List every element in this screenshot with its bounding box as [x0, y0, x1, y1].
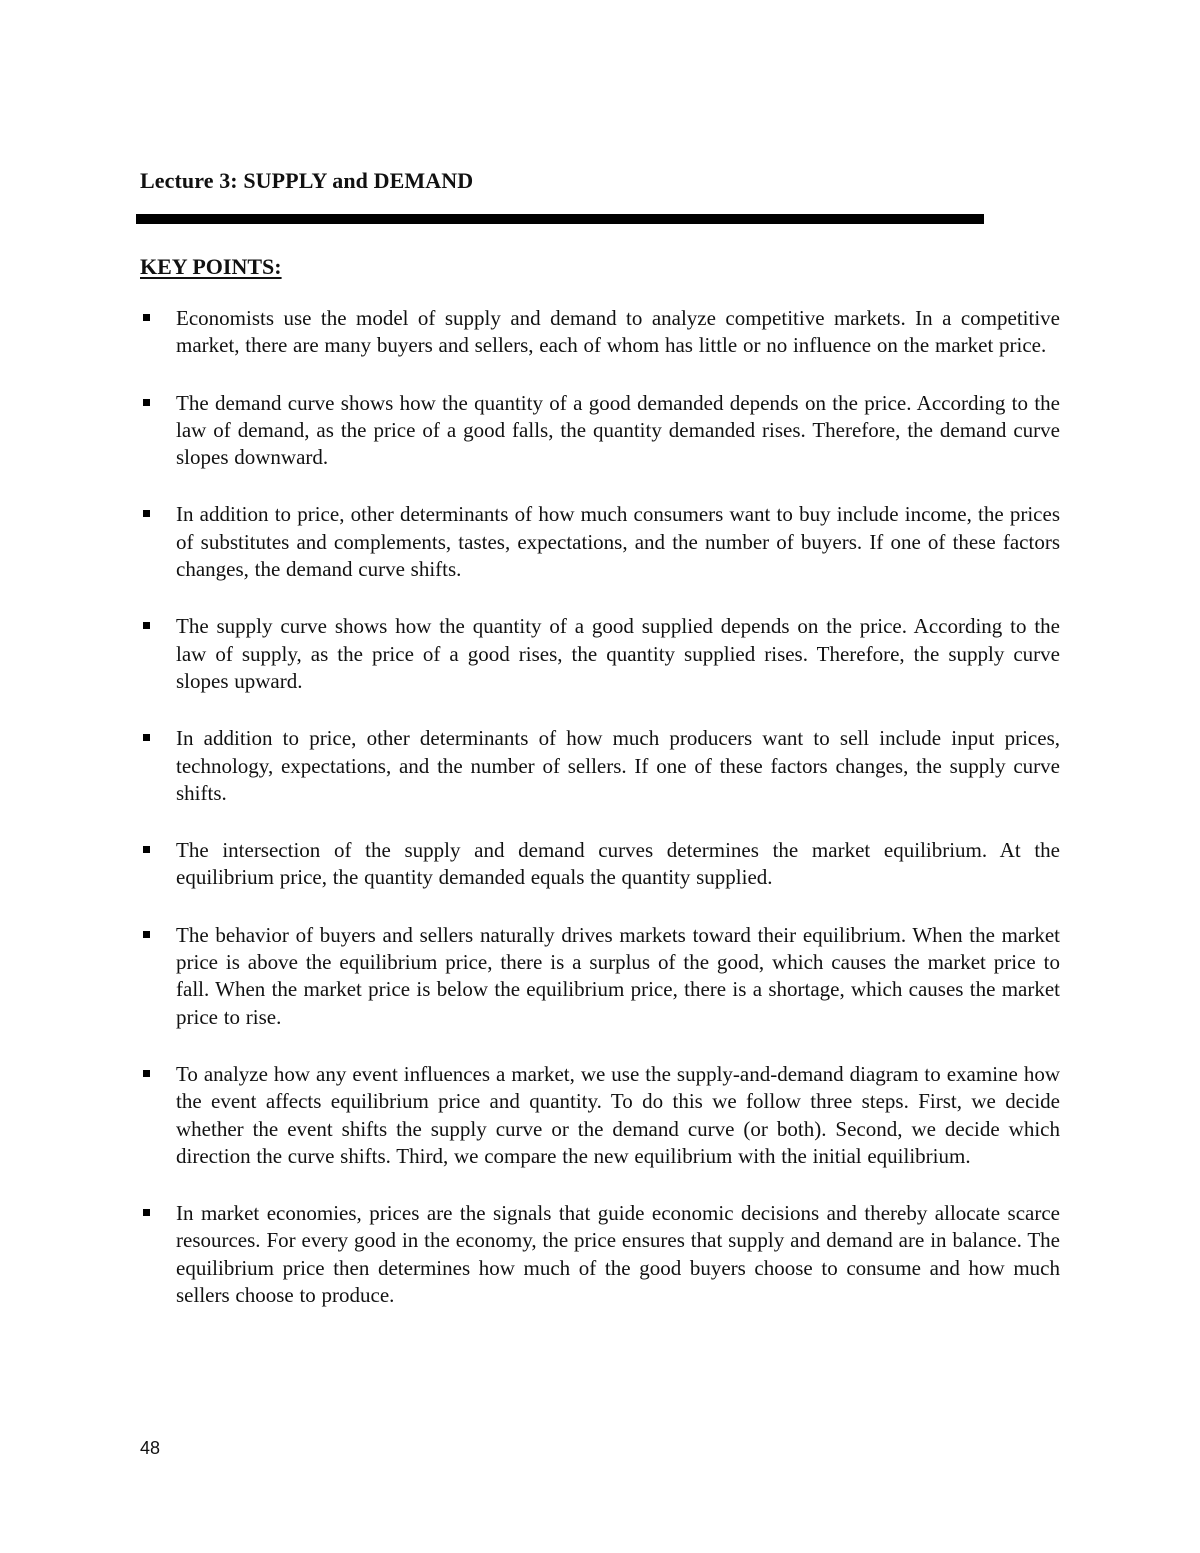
square-bullet-icon — [140, 613, 176, 640]
list-item — [140, 725, 1060, 807]
list-item-text: Economists use the model of supply and demand to analyze competitive markets. In a competitive market, there are many buyers and sellers, each of whom has little or no influence on the market price. — [176, 306, 1060, 358]
list-item — [140, 1061, 1060, 1170]
page-title: Lecture 3: SUPPLY and DEMAND — [140, 168, 474, 193]
list-item — [140, 613, 1060, 695]
list-item-text: In addition to price, other determinants of how much producers want to sell include input prices, technology, expectations, and the number of sellers. If one of these factors changes, the supply curve shifts. — [176, 726, 1060, 805]
square-bullet-icon — [140, 1200, 176, 1227]
section-heading: KEY POINTS: — [140, 254, 282, 279]
key-points-list — [140, 305, 1060, 1339]
square-bullet-icon — [140, 305, 176, 332]
list-item-text: In addition to price, other determinants of how much consumers want to buy include income, the prices of substitutes and complements, tastes, expectations, and the number of buyers. If one of these factors changes, the demand curve shifts. — [176, 502, 1060, 582]
list-item — [140, 837, 1060, 892]
title-divider — [136, 214, 984, 224]
square-bullet-icon — [140, 390, 176, 417]
list-item-text: The intersection of the supply and demand curves determines the market equilibrium. At the equilibrium price, the quantity demanded equals the quantity supplied. — [176, 838, 1060, 890]
square-bullet-icon — [140, 1061, 176, 1088]
square-bullet-icon — [140, 837, 176, 864]
list-item-text: In market economies, prices are the signals that guide economic decisions and thereby allocate scarce resources. For every good in the economy, the price ensures that supply and demand are in balance. The equilibrium price then determines how much of the good buyers choose to consume and how much sellers choose to produce. — [176, 1201, 1060, 1308]
list-item-text: The demand curve shows how the quantity of a good demanded depends on the price. According to the law of demand, as the price of a good falls, the quantity demanded rises. Therefore, the demand curve slopes downward. — [176, 390, 1060, 470]
list-item-text: The behavior of buyers and sellers naturally drives markets toward their equilibrium. When the market price is above the equilibrium price, there is a surplus of the good, which causes the market price to fall. When the market price is below the equilibrium price, there is a shortage, which causes the market price to rise. — [176, 922, 1060, 1029]
list-item — [140, 1200, 1060, 1309]
page-number: 48 — [140, 1438, 161, 1458]
list-item — [140, 922, 1060, 1031]
list-item — [140, 501, 1060, 583]
list-item — [140, 305, 1060, 360]
list-item-text: The supply curve shows how the quantity of a good supplied depends on the price. According to the law of supply, as the price of a good rises, the quantity supplied rises. Therefore, the supply curve slopes upward. — [176, 614, 1060, 693]
list-item — [140, 390, 1060, 472]
list-item-text: To analyze how any event influences a market, we use the supply-and-demand diagram to examine how the event affects equilibrium price and quantity. To do this we follow three steps. First, we decide whether the event shifts the supply curve or the demand curve (or both). Second, we decide which direction the curve shifts. Third, we compare the new equilibrium with the initial equilibrium. — [176, 1061, 1060, 1168]
square-bullet-icon — [140, 725, 176, 752]
square-bullet-icon — [140, 501, 176, 528]
square-bullet-icon — [140, 922, 176, 949]
